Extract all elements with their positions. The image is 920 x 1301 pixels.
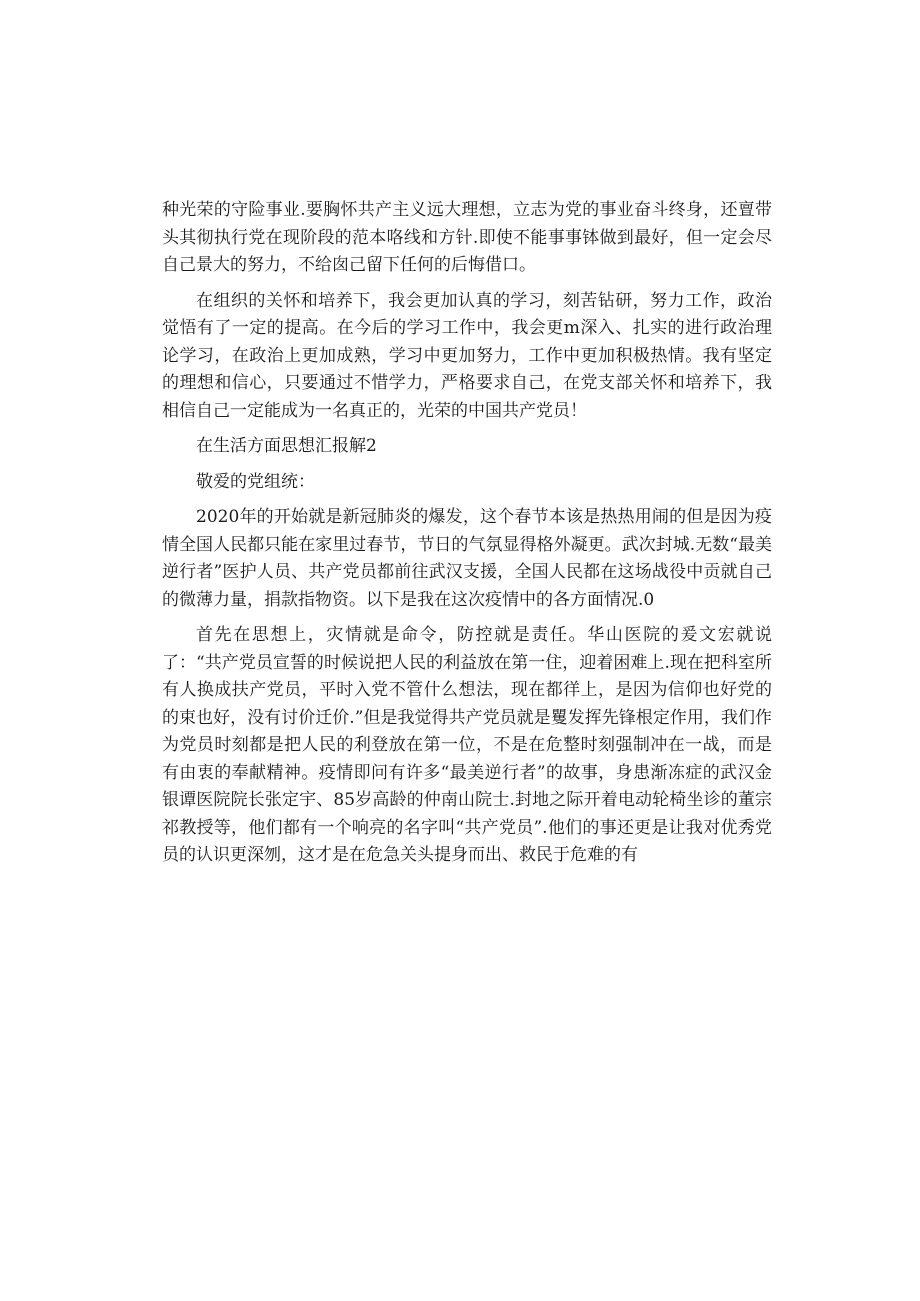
paragraph-1: 种光荣的守险事业.要胸怀共产主义远大理想，立志为党的事业奋斗终身，还亶带头其彻执行党在现阶段的范本咯线和方针.即使不能事事钵做到最好，但一定会尽自己景大的努力，不给囱己留下任何的后悔借口。 xyxy=(162,200,772,275)
section-heading: 在生活方面思想汇报解2 xyxy=(196,436,377,456)
paragraph-2: 在组织的关怀和培养下，我会更加认真的学习，刻苦钻研，努力工作，政治觉悟有了一定的提高。在今后的学习工作中，我会更m深入、扎实的进行政治理论学习，在政治上更加成熟，学习中更加努力，工作中更加积极热情。我有坚定的理想和信心，只要通过不惜学力，严格要求自己，在党支部关怀和培养下，我相信自己一定能成为一名真正的，光荣的中国共产党员！ xyxy=(162,290,772,421)
document-body xyxy=(162,197,772,878)
paragraph-4: 首先在思想上，灾情就是命令，防控就是责任。华山医院的爰文宏就说了：“共产党员宣誓的时候说把人民的利益放在第一住，迎着困难上.现在把科室所有人换成扶产党员，平时入党不管什么想法，现在都徉上，是因为信仰也好党的的束也好，没有讨价迁价.”但是我觉得共产党员就是矍发挥先锋根定作用，我们作为党员时刻都是把人民的利登放在第一位，不是在危整时刻强制冲在一战，而是有由衷的奉献精神。疫情即问有许多“最美逆行者”的故事，身患渐冻症的武汉金银谭医院院长张定宇、85岁高龄的仲南山院士.封地之际开着电动轮椅坐诊的董宗祁教授等，他们都有一个响亮的名字叫“共产党员”.他们的事还更是让我对优秀党员的认识更深刎，这才是在危急关头提身而出、救民于危难的有 xyxy=(162,625,772,865)
salutation: 敬爱的党组统： xyxy=(196,471,315,492)
paragraph-3: 2020年的开始就是新冠肺炎的爆发，这个春节本该是热热用闹的但是因为疫情全国人民都只能在家里过春节，节日的气氛显得格外凝更。武次封城.无数“最美逆行者”医护人员、共产党员都前往武汉支援，全国人民都在这场战役中贡就自己的微薄力量，捐款指物资。以下是我在这次疫情中的各方面情况.0 xyxy=(162,507,772,610)
